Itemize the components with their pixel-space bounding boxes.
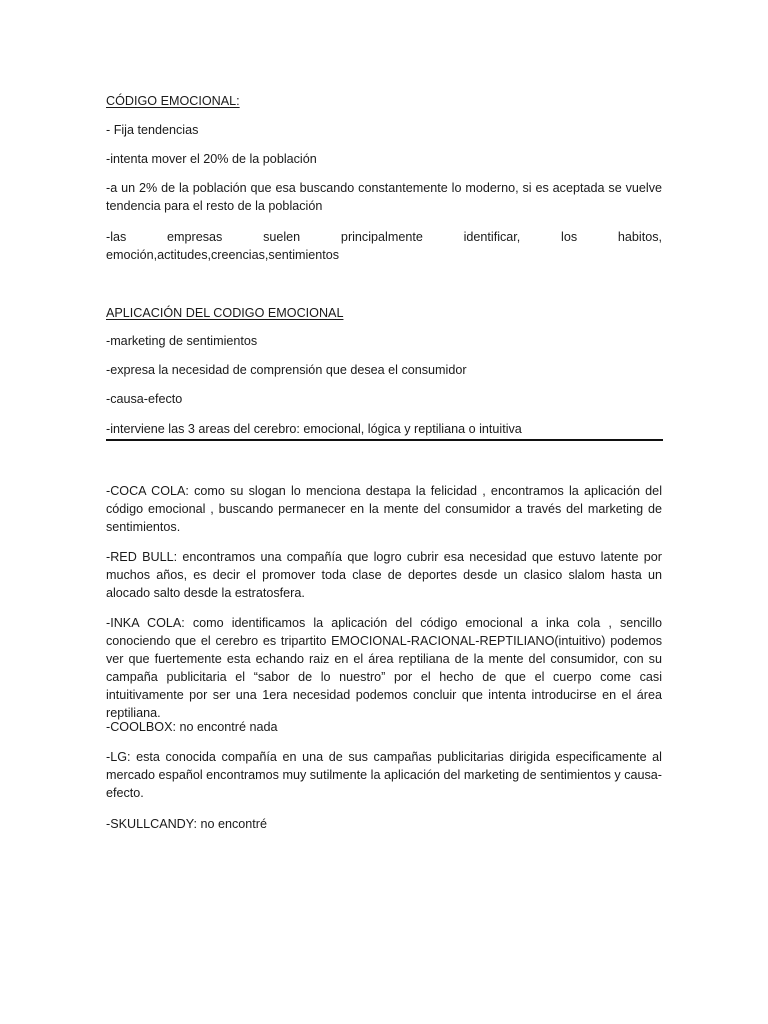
section1-item: -las empresas suelen principalmente identificar, los habitos, emoción,actitudes,creencias,sentimientos <box>106 230 662 262</box>
section1-item: - Fija tendencias <box>106 123 199 137</box>
brand-paragraph-coca-cola: -COCA COLA: como su slogan lo menciona destapa la felicidad , encontramos la aplicación del código emocional , buscando permanecer en la mente del consumidor a través del marketing de sentimientos. <box>106 484 662 534</box>
section2-item: -causa-efecto <box>106 392 183 406</box>
brand-paragraph-coolbox: -COOLBOX: no encontré nada <box>106 720 278 734</box>
brand-paragraph-lg: -LG: esta conocida compañía en una de sus campañas publicitarias dirigida especificamente al mercado español encontramos muy sutilmente la aplicación del marketing de sentimientos y causa-efecto. <box>106 750 662 800</box>
brand-paragraph-skullcandy: -SKULLCANDY: no encontré <box>106 817 268 831</box>
section1-item: -intenta mover el 20% de la población <box>106 152 317 166</box>
section2-item: -interviene las 3 areas del cerebro: emocional, lógica y reptiliana o intuitiva <box>106 422 522 436</box>
section2-item: -marketing de sentimientos <box>106 334 258 348</box>
section-heading-codigo-emocional: CÓDIGO EMOCIONAL: <box>106 94 240 108</box>
section-heading-aplicacion: APLICACIÓN DEL CODIGO EMOCIONAL <box>106 306 344 320</box>
brand-paragraph-inka-cola: -INKA COLA: como identificamos la aplicación del código emocional a inka cola , sencillo conociendo que el cerebro es tripartito EMOCIONAL-RACIONAL-REPTILIANO(intuitivo) podemos ver que fuertemente esta echando raiz en el área reptiliana de la mente del consumidor, con su campaña publicitaria el “sabor de lo nuestro” por el hecho de que el cuerpo come casi intuitivamente por ser una 1era necesidad podemos concluir que intenta introducirse en el área reptiliana. <box>106 616 662 720</box>
horizontal-divider <box>106 439 663 441</box>
section2-item: -expresa la necesidad de comprensión que desea el consumidor <box>106 363 467 377</box>
section1-item: -a un 2% de la población que esa buscando constantemente lo moderno, si es aceptada se vuelve tendencia para el resto de la población <box>106 181 662 213</box>
brand-paragraph-red-bull: -RED BULL: encontramos una compañía que logro cubrir esa necesidad que estuvo latente por muchos años, es decir el promover toda clase de deportes desde un clasico slalom hasta un alocado salto desde la estratosfera. <box>106 550 662 600</box>
